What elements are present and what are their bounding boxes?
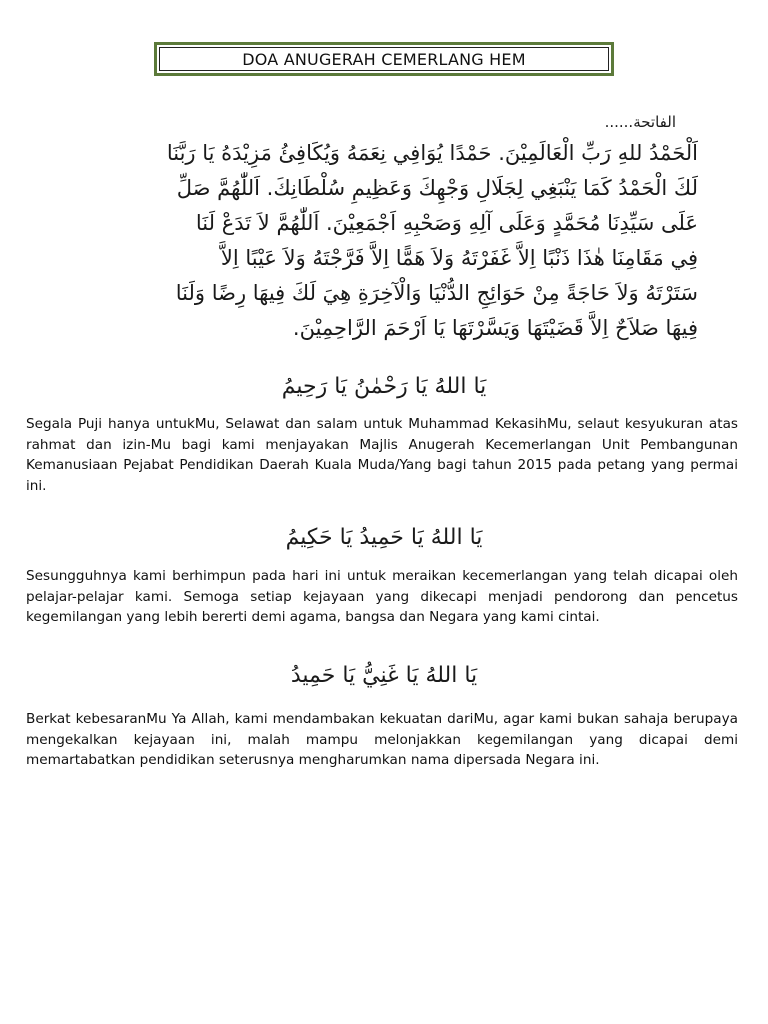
section-paragraph-3: Berkat kebesaranMu Ya Allah, kami mendambakan kekuatan dariMu, agar kami bukan sahaja berupaya mengekalkan kejayaan ini, malah mampu melonjakkan kegemilangan yang dicapai demi memartabatkan pendidikan seterusnya mengharumkan nama dipersada Negara ini.	[26, 711, 738, 768]
arabic-line: اَلْحَمْدُ للهِ رَبِّ الْعَالَمِيْنَ. حَمْدًا يُوَافِي نِعَمَهُ وَيُكَافِئُ مَزِيْدَهُ يَا رَبَّنَا	[166, 141, 698, 165]
arabic-line: لَكَ الْحَمْدُ كَمَا يَنْبَغِي لِجَلَالِ وَجْهِكَ وَعَظِيمِ سُلْطَانِكَ. اَللّٰهُمَّ صَلِّ	[176, 176, 698, 200]
section-heading-arabic-1: يَا اللهُ يَا رَحْمٰنُ يَا رَحِيمُ	[281, 374, 487, 399]
page-title: DOA ANUGERAH CEMERLANG HEM	[159, 47, 609, 71]
al-fatihah-label: الفاتحة......	[604, 113, 676, 131]
arabic-prayer-block	[58, 108, 698, 346]
section-paragraph-1: Segala Puji hanya untukMu, Selawat dan salam untuk Muhammad KekasihMu, selaut kesyukuran atas rahmat dan izin-Mu bagi kami menjayakan Majlis Anugerah Kecemerlangan Unit Pembangunan Kemanusiaan Pejabat Pendidikan Daerah Kuala Muda/Yang bagi tahun 2015 pada petang yang permai ini.	[26, 416, 738, 494]
arabic-line: فِيهَا صَلاَحٌ اِلاَّ قَضَيْتَهَا وَيَسَّرْتَهَا يَا اَرْحَمَ الرَّاحِمِيْنَ.	[292, 316, 698, 340]
arabic-prayer-text	[58, 136, 698, 346]
arabic-line: سَتَرْتَهُ وَلاَ حَاجَةً مِنْ حَوَائِجِ الدُّنْيَا وَالْآخِرَةِ هِيَ لَكَ فِيهَا رِضًا وَلَنَا	[175, 281, 698, 305]
section-heading-arabic-2: يَا اللهُ يَا حَمِيدُ يَا حَكِيمُ	[285, 525, 483, 550]
arabic-line: عَلَى سَيِّدِنَا مُحَمَّدٍ وَعَلَى آلِهِ وَصَحْبِهِ اَجْمَعِيْنَ. اَللّٰهُمَّ لاَ تَدَعْ لَنَا	[195, 211, 698, 235]
section-paragraph-2: Sesungguhnya kami berhimpun pada hari ini untuk meraikan kecemerlangan yang telah dicapai oleh pelajar-pelajar kami. Semoga setiap kejayaan yang dikecapi menjadi pendorong dan pencetus kegemilangan yang lebih bererti demi agama, bangsa dan Negara yang kami cintai.	[26, 568, 738, 625]
section-heading-arabic-3: يَا اللهُ يَا غَنِيُّ يَا حَمِيدُ	[290, 663, 478, 688]
arabic-line: فِي مَقَامِنَا هٰذَا ذَنْبًا اِلاَّ غَفَرْتَهُ وَلاَ هَمًّا اِلاَّ فَرَّجْتَهُ وَلاَ عَيْبًا اِلاَّ	[220, 246, 698, 270]
title-frame	[154, 42, 614, 76]
